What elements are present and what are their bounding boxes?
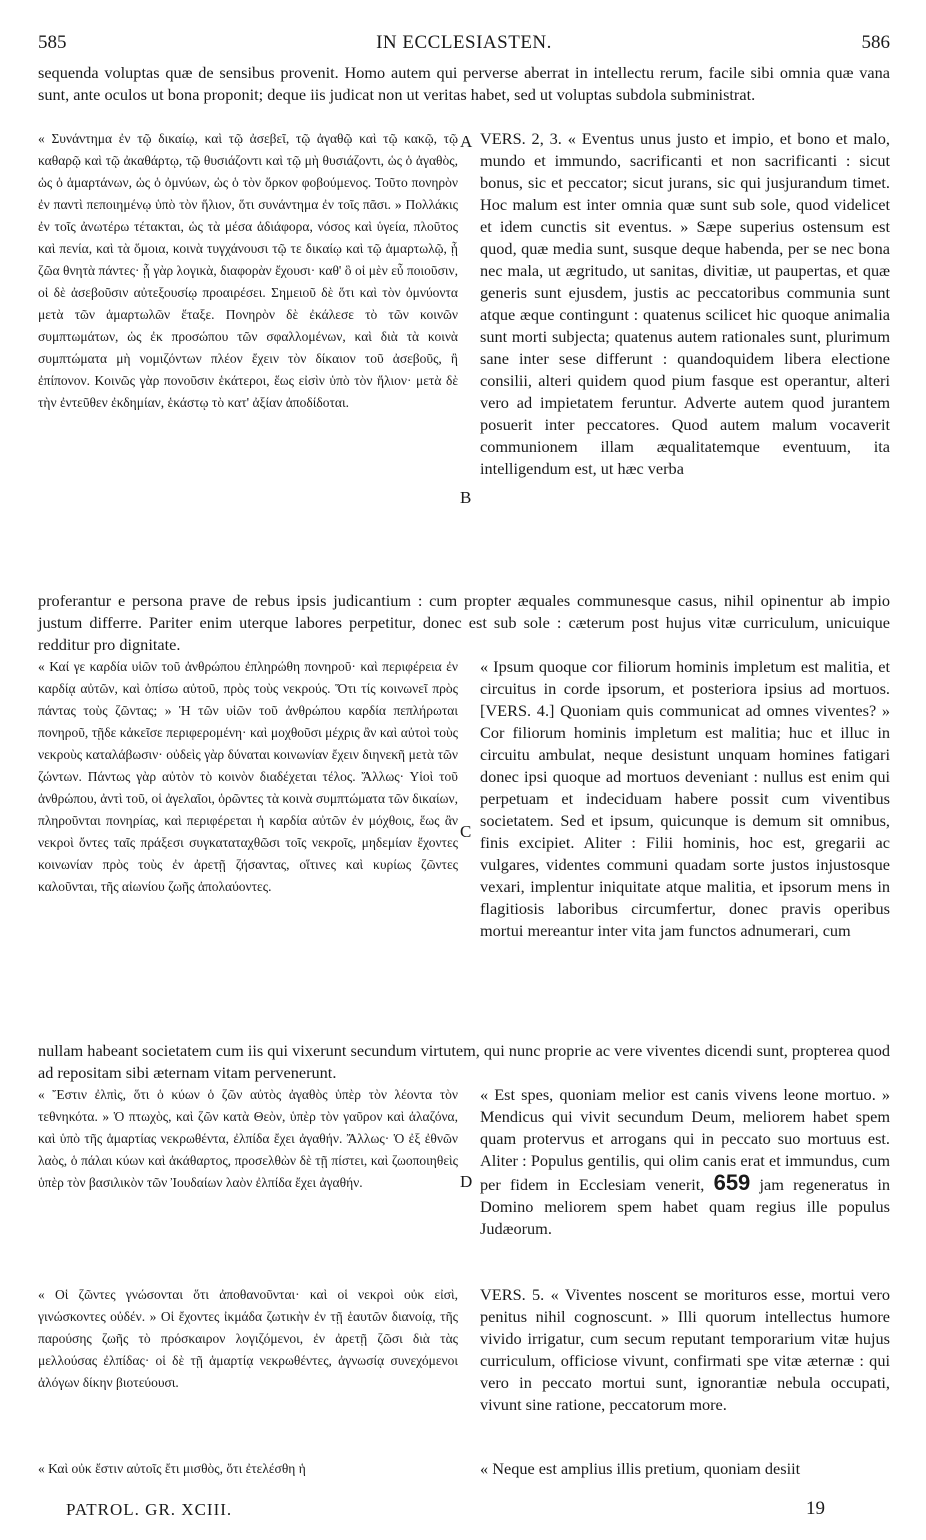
- latin-commentary-vers-4: « Ipsum quoque cor filiorum hominis impletum est malitia, et circuitus in corde ipsorum, et posteriora ipsius ad mortuos. [VERS. 4.] Quoniam quis communicat ad omnes viventes? » Cor filiorum hominis impletum est malitia; huc et illuc in circuitu ambulat, neque desistunt unquam homines fatigari donec ipsi quoque ad mortuos deveniant : nullus est enim qui perpetuam et indeciduam habere possit cum viventibus societatem. Sed et ipsum, quicunque is demum sit omnibus, finis excipiet. Aliter : Filii hominis, hoc est, gregarii ac vulgares, videntes communi quadam sorte justos injustosque vexari, implentur iniquitate atque malitia, et ipsorum mens in flagitiosis laboribus circumfertur, donec pravis operibus mortui mereantur inter vita jam functos adnumerari, cum: [480, 657, 890, 940]
- greek-commentary-vers-5: « Οἱ ζῶντες γνώσονται ὅτι ἀποθανοῦνται· καὶ οἱ νεκροὶ οὐκ εἰσὶ, γινώσκοντες οὐδέν. » Οἱ ἔχοντες ἰκμάδα ζωτικὴν ἐν τῇ ἑαυτῶν διανοίᾳ, τῆς παρούσης ζωῆς τὸ πρόσκαιρον λογιζόμενοι, ἐν ἀρετῇ ζῶσι διὰ τὰς μελλούσας ἐλπίδας· οἱ δὲ τῇ ἁμαρτίᾳ νεκρωθέντες, ἀγνωσίᾳ συνεχόμενοι ἀλόγων δίκην βιοτεύουσι.: [38, 1287, 458, 1390]
- full-width-continuation-1: proferantur e persona prave de rebus ipsis judicantium : cum propter æquales communesque casus, nihil opinentur ab impio justum differre. Pariter enim uterque labores perpetitur, donec est sub sole : cæterum post hujus vitæ curriculum, unicuique redditur pro dignitate.: [38, 591, 890, 654]
- latin-commentary-dog-lion: [480, 1084, 890, 1240]
- footer-signature: PATROL. GR. XCIII.: [66, 1500, 233, 1519]
- latin-commentary-vers-5: VERS. 5. « Viventes noscent se morituros esse, mortui vero penitus nihil cognoscunt. » Illi quorum intellectus humore vivido irrigatur, cum secum reputant temporarium vitæ hujus curriculum, officiose vivunt, confirmati spe vitæ æternæ : qui vero in peccato mortui sunt, ignorantiæ nebula occupati, vivunt sine ratione, peccatorum more.: [480, 1285, 890, 1414]
- latin-commentary-vers-6-start: « Neque est amplius illis pretium, quoniam desiit: [480, 1459, 801, 1478]
- latin-commentary-vers-2-3: VERS. 2, 3. « Eventus unus justo et impio, et bono et malo, mundo et immundo, sacrificanti et non sacrificanti : sicut bonus, sic et peccator; sicut jurans, sic qui jusjurandum timet. Hoc malum est inter omnia quæ sunt sub sole, quod videlicet et idem cunctis sit eventus. » Sæpe superius ostensum est quod, quæ media sunt, susque deque habenda, per se nec bona nec mala, ut ægritudo, ut sanitas, divitiæ, ut paupertas, et quæ generis sunt ejusdem, justis ac peccatoribus communia sunt atque æque contingunt : quatenus scilicet hic quoque animalia sunt morti subjecta; quatenus autem rationales sunt, plurimum sane inter sese differunt : quandoquidem libera electione consilii, alteri quidem quod pium fasque est operantur, alteri vero ad impietatem feruntur. Adverte autem quod jurantem posuerit inter peccatores. Quod autem malum vocaverit communionem illam æqualitatemque eventuum, ita intelligendum est, ut hæc verba: [480, 129, 890, 478]
- margin-marker-b: B: [460, 488, 472, 507]
- full-width-continuation-2: nullam habeant societatem cum iis qui vixerunt secundum virtutem, qui nunc proprie ac vere viventes dicendi sunt, propterea quod ad repositam sibi æternam vitam pervenerunt.: [38, 1041, 890, 1082]
- latin-dog-lion-part-1: « Est spes, quoniam melior est canis vivens leone mortuo. » Mendicus qui vivit secundum Deum, meliorem habet spem quam protervus et arrogans qui in peccato suo mortuus est. Aliter : Populus gentilis, qui olim canis erat et immundus, cum per fidem in Ecclesiam venerit,: [480, 1085, 890, 1194]
- running-title: IN ECCLESIASTEN.: [376, 32, 552, 53]
- margin-marker-d: D: [460, 1172, 473, 1191]
- greek-commentary-vers-2-3: « Συνάντημα ἐν τῷ δικαίῳ, καὶ τῷ ἀσεβεῖ, τῷ ἀγαθῷ καὶ τῷ κακῷ, τῷ καθαρῷ καὶ τῷ ἀκαθάρτῳ, τῷ θυσιάζοντι καὶ τῷ μὴ θυσιάζοντι, ὡς ὁ ἀγαθὸς, ὡς ὁ ἁμαρτάνων, ὡς ὁ ὀμνύων, ὡς ὁ τὸν ὅρκον φοβούμενος. Τοῦτο πονηρὸν ἐν παντὶ πεποιημένῳ ὑπὸ τὸν ἥλιον, ὅτι συνάντημα ἐν τοῖς πᾶσι. » Πολλάκις ἐν τοῖς ἀνωτέρω τέτακται, ὡς τὰ μέσα ἀδιάφορα, νόσος καὶ ὑγεία, πλοῦτος καὶ πενία, καὶ τὰ ὅμοια, κοινὰ τυγχάνουσι τῷ τε δικαίῳ καὶ τῷ ἁμαρτωλῷ, ᾗ ζῶα θνητὰ πάντες· ᾗ γὰρ λογικὰ, διαφορὰν ἔχουσι· καθ' ὃ οἱ μὲν εὖ ποιοῦσιν, οἱ δὲ ἀσεβοῦσιν αὐτεξουσίῳ προαιρέσει. Σημειοῦ δὲ ὅτι καὶ τὸν ὀμνύοντα μετὰ τῶν ἁμαρτωλῶν ἔταξε. Πονηρὸν δὲ ἐκάλεσε τὸ τῶν κοινῶν συμπτωμάτων, ὡς ἐκ προσώπου τῶν σφαλλομένων, καὶ διὰ τὰ κοινὰ συμπτώματα μὴ νομιζόντων πλέον ἔχειν τὸν δίκαιον τοῦ ἀσεβοῦς, ἢ ἐπίπονον. Κοινῶς γὰρ πονοῦσιν ἑκάτεροι, ἕως εἰσὶν ὑπὸ τὸν ἥλιον· μετὰ δὲ τὴν ἐντεῦθεν ἐκδημίαν, ἑκάστῳ τὸ κατ' ἀξίαν ἀποδίδοται.: [38, 131, 458, 410]
- right-column-number: 586: [861, 32, 890, 53]
- greek-commentary-vers-4: « Καί γε καρδία υἱῶν τοῦ ἀνθρώπου ἐπληρώθη πονηροῦ· καὶ περιφέρεια ἐν καρδίᾳ αὐτῶν, καὶ ὀπίσω αὐτοῦ, πρὸς τοὺς νεκρούς. Ὅτι τίς κοινωνεῖ πρὸς πάντας τοὺς ζῶντας; » Ἡ τῶν υἱῶν τοῦ ἀνθρώπου καρδία πεπλήρωται πονηροῦ, τῇδε κἀκεῖσε περιφερομένη· καὶ μοχθοῦσι μέχρις ἂν καὶ αὐτοὶ τοὺς νεκροὺς καταλάβωσιν· οὐδεὶς γὰρ δύναται κοινωνίαν ἔχειν διηνεκῆ μετὰ τῶν ζώντων. Πάντως γὰρ αὐτὸν τὸ κοινὸν διαδέχεται τέλος. Ἄλλως· Υἱοὶ τοῦ ἀνθρώπου, ἀντὶ τοῦ, οἱ ἀγελαῖοι, ὁρῶντες τὰ κοινὰ συμπτώματα τῶν δικαίων, πληροῦνται πονηρίας, καὶ περιφέρεται ἡ καρδία αὐτῶν ἐν μόχθοις, ἕως ἂν νεκροὶ ὄντες ταῖς πράξεσι συγκαταταχθῶσι τοῖς νεκροῖς, μηδεμίαν ἔχοντες κοινωνίαν πρὸς τοὺς ἐν ἀρετῇ ζήσαντας, οἵτινες καὶ κυρίως ζῶντες καλοῦνται, τῆς αἰωνίου ζωῆς ἀπολαύοντες.: [38, 659, 458, 894]
- margin-marker-c: C: [460, 822, 472, 841]
- running-header: [38, 32, 890, 58]
- column-number-659: 659: [713, 1170, 751, 1195]
- greek-commentary-dog-lion: « Ἔστιν ἐλπὶς, ὅτι ὁ κύων ὁ ζῶν αὐτὸς ἀγαθὸς ὑπὲρ τὸν λέοντα τὸν τεθνηκότα. » Ὁ πτωχὸς, καὶ ζῶν κατὰ Θεὸν, ὑπὲρ τὸν γαῦρον καὶ ἀλαζόνα, καὶ ὑπὸ τῆς ἁμαρτίας νεκρωθέντα, ἐλπίδα ἔχει ἀγαθήν. Ἄλλως· Ὁ ἐξ ἐθνῶν λαὸς, ὁ πάλαι κύων καὶ ἀκάθαρτος, προσελθὼν δὲ τῇ πίστει, καὶ ζωοποιηθεὶς ὑπὲρ τὸν βασιλικὸν τῶν Ἰουδαίων λαὸν ἐλπίδα ἔχει ἀγαθήν.: [38, 1087, 458, 1190]
- latin-dog-lion-part-2: jam regeneratus in Domino meliorem spem habet quam regius ille populus Judæorum.: [480, 1175, 890, 1238]
- greek-commentary-vers-6-start: « Καὶ οὐκ ἔστιν αὐτοῖς ἔτι μισθὸς, ὅτι ἐτελέσθη ἡ: [38, 1461, 306, 1476]
- margin-marker-a: A: [460, 132, 473, 151]
- intro-paragraph: sequenda voluptas quæ de sensibus provenit. Homo autem qui perverse aberrat in intellectu rerum, facile sibi omnia quæ vana sunt, ante oculos ut bona proponit; deque iis judicat non ut veritas habet, sed ut voluptas subdola subministrat.: [38, 63, 890, 104]
- footer-sheet-number: 19: [806, 1498, 825, 1519]
- left-column-number: 585: [38, 32, 67, 53]
